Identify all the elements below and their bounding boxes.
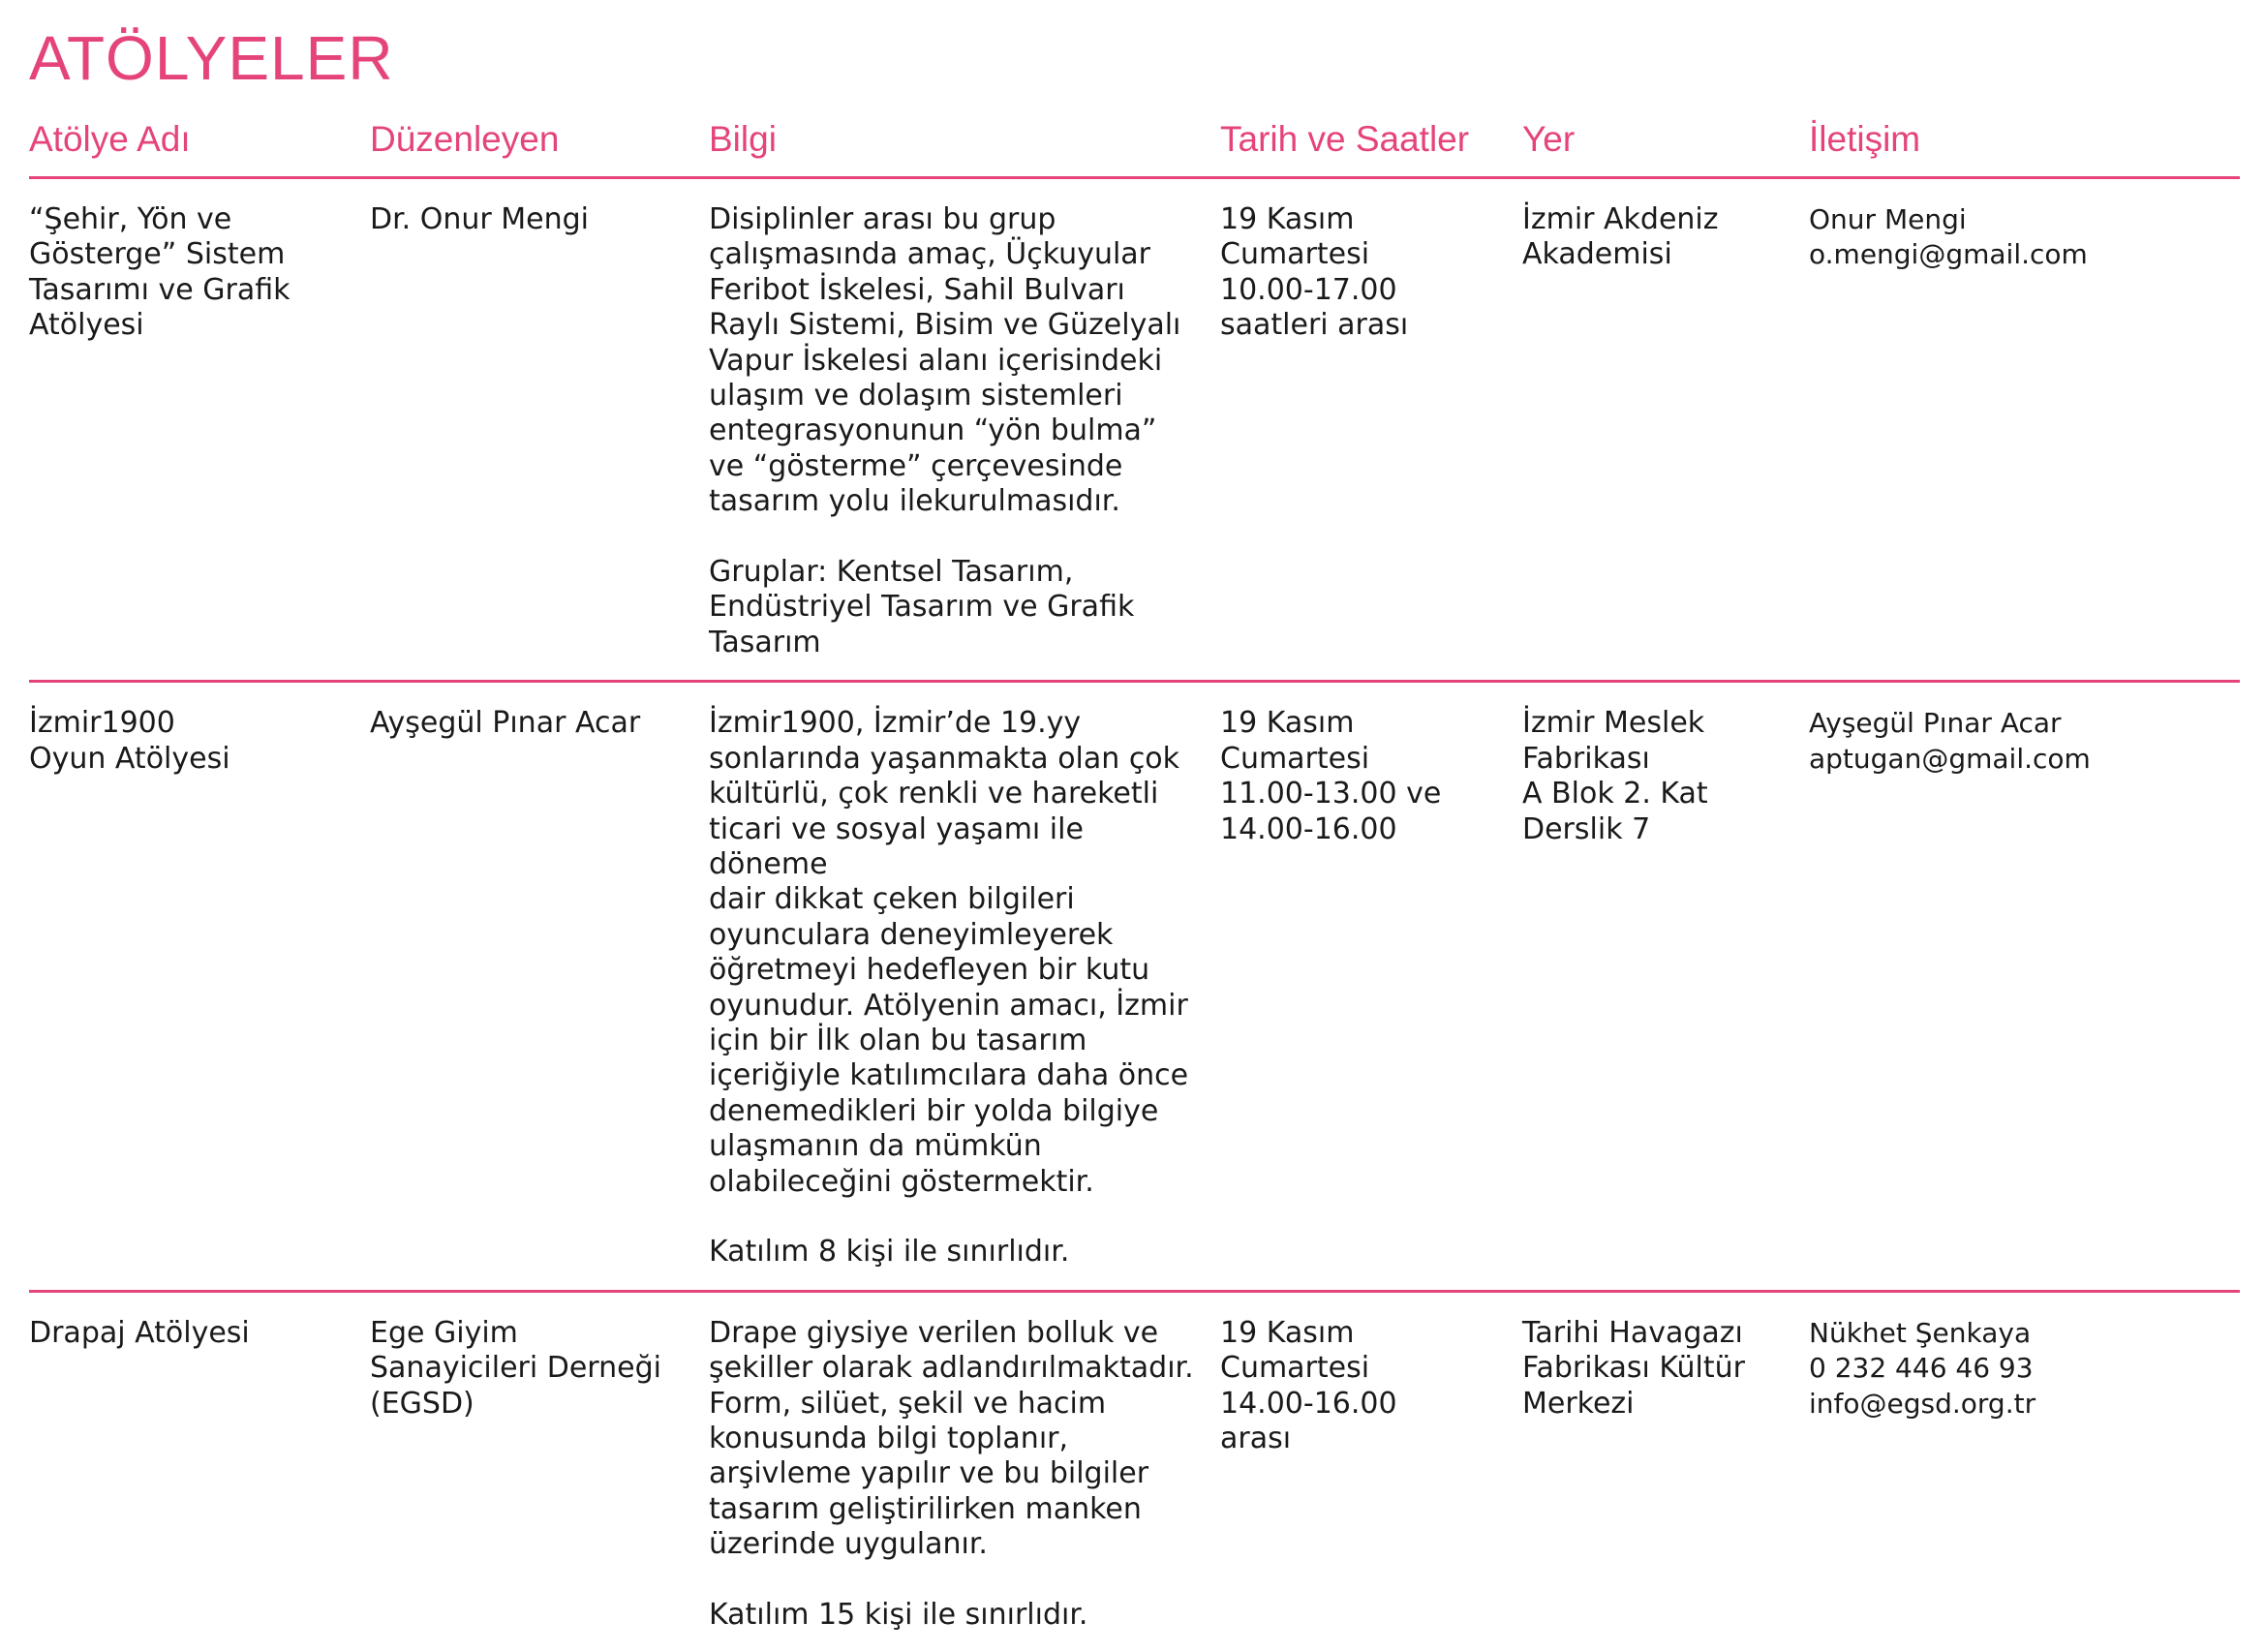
table-row xyxy=(29,1293,2240,1652)
info-cell: Drape giysiye verilen bolluk ve şekiller olarak adlandırılmaktadır. Form, silüet, şekil ve hacim konusunda bilgi toplanır, arşivleme yapılır ve bu bilgiler tasarım geliştirilirken manken üzerinde uygulanır. Katılım 15 kişi ile sınırlıdır. xyxy=(709,1315,1194,1633)
table-header xyxy=(29,118,2240,179)
column-header-date-time: Tarih ve Saatler xyxy=(1220,119,1470,159)
info-cell: Disiplinler arası bu grup çalışmasında amaç, Üçkuyular Feribot İskelesi, Sahil Bulvarı Raylı Sistemi, Bisim ve Güzelyalı Vapur İskelesi alanı içerisindeki ulaşım ve dolaşım sistemleri entegrasyonunun “yön bulma” ve “gösterme” çerçevesinde tasarım yolu ilekurulmasıdır. Gruplar: Kentsel Tasarım, Endüstriyel Tasarım ve Grafik Tasarım xyxy=(709,202,1181,659)
workshop-name-cell: Drapaj Atölyesi xyxy=(29,1315,250,1350)
column-header-organizer: Düzenleyen xyxy=(370,119,560,159)
contact-cell: Ayşegül Pınar Acar aptugan@gmail.com xyxy=(1809,707,2091,775)
workshop-page xyxy=(29,21,2240,1652)
date-time-cell: 19 Kasım Cumartesi 11.00-13.00 ve 14.00-16.00 xyxy=(1220,706,1442,846)
column-header-place: Yer xyxy=(1522,119,1576,159)
column-header-info: Bilgi xyxy=(709,119,777,159)
contact-cell: Nükhet Şenkaya 0 232 446 46 93 info@egsd.org.tr xyxy=(1809,1316,2036,1420)
organizer-cell: Dr. Onur Mengi xyxy=(370,202,589,236)
contact-cell: Onur Mengi o.mengi@gmail.com xyxy=(1809,203,2088,271)
column-header-workshop-name: Atölye Adı xyxy=(29,119,191,159)
table-row xyxy=(29,683,2240,1293)
place-cell: Tarihi Havagazı Fabrikası Kültür Merkezi xyxy=(1522,1315,1745,1421)
date-time-cell: 19 Kasım Cumartesi 10.00-17.00 saatleri arası xyxy=(1220,202,1409,343)
workshop-name-cell: “Şehir, Yön ve Gösterge” Sistem Tasarımı ve Grafik Atölyesi xyxy=(29,202,291,343)
place-cell: İzmir Meslek Fabrikası A Blok 2. Kat Derslik 7 xyxy=(1522,706,1708,846)
workshop-name-cell: İzmir1900 Oyun Atölyesi xyxy=(29,706,230,776)
organizer-cell: Ege Giyim Sanayicileri Derneği (EGSD) xyxy=(370,1315,661,1421)
column-header-contact: İletişim xyxy=(1809,119,1921,159)
organizer-cell: Ayşegül Pınar Acar xyxy=(370,706,641,741)
info-cell: İzmir1900, İzmir’de 19.yy sonlarında yaşanmakta olan çok kültürlü, çok renkli ve hareketli ticari ve sosyal yaşamı ile döneme dair dikkat çeken bilgileri oyunculara deneyimleyerek öğretmeyi hedefleyen bir kutu oyunudur. Atölyenin amacı, İzmir için bir İlk olan bu tasarım içeriğiyle katılımcılara daha önce denemedikleri bir yolda bilgiye ulaşmanın da mümkün olabileceğini göstermektir. Katılım 8 kişi ile sınırlıdır. xyxy=(709,706,1189,1270)
place-cell: İzmir Akdeniz Akademisi xyxy=(1522,202,1719,272)
page-title: ATÖLYELER xyxy=(29,23,394,93)
date-time-cell: 19 Kasım Cumartesi 14.00-16.00 arası xyxy=(1220,1315,1397,1455)
table-row xyxy=(29,179,2240,683)
